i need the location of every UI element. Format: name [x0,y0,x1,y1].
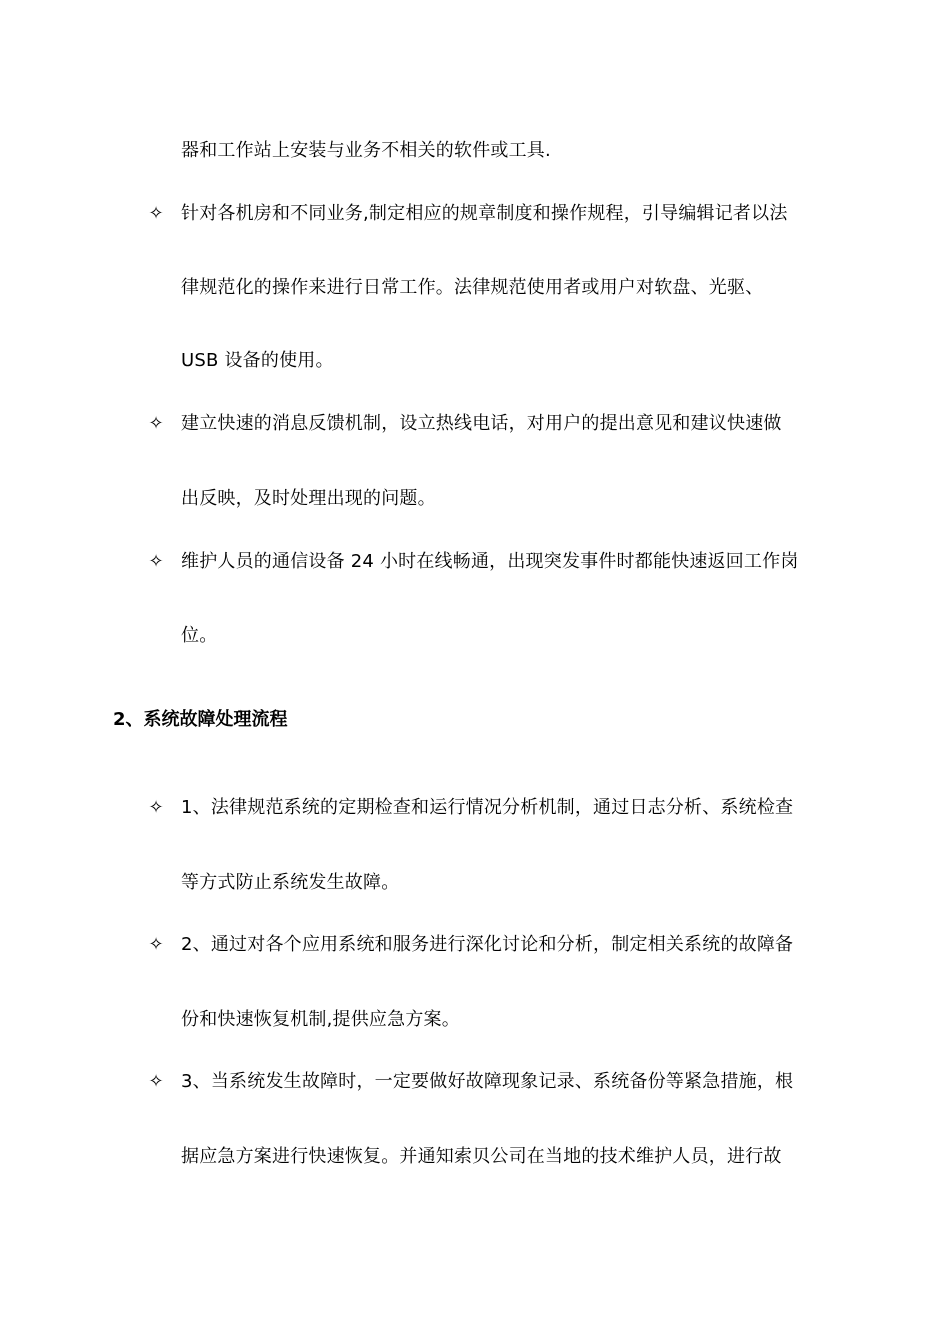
bullet-icon: ✧ [148,934,164,955]
bullet-icon: ✧ [148,551,164,572]
text-line: 律规范化的操作来进行日常工作。法律规范使用者或用户对软盘、光驱、 [181,277,764,298]
bullet-icon: ✧ [148,413,164,434]
text-line: 位。 [181,625,218,646]
text-line: 份和快速恢复机制,提供应急方案。 [181,1009,460,1030]
text-line: 针对各机房和不同业务,制定相应的规章制度和操作规程，引导编辑记者以法 [181,203,788,224]
bullet-icon: ✧ [148,797,164,818]
text-line: 等方式防止系统发生故障。 [181,872,400,893]
bullet-icon: ✧ [148,1071,164,1092]
text-line: 建立快速的消息反馈机制，设立热线电话，对用户的提出意见和建议快速做 [181,413,782,434]
bullet-icon: ✧ [148,203,164,224]
text-line: 2、通过对各个应用系统和服务进行深化讨论和分析，制定相关系统的故障备 [181,934,794,955]
text-line: 维护人员的通信设备 24 小时在线畅通，出现突发事件时都能快速返回工作岗 [181,551,799,572]
section-heading: 2、系统故障处理流程 [113,709,288,730]
text-line: 3、当系统发生故障时，一定要做好故障现象记录、系统备份等紧急措施，根 [181,1071,794,1092]
text-line: 据应急方案进行快速恢复。并通知索贝公司在当地的技术维护人员，进行故 [181,1146,782,1167]
text-line: 1、法律规范系统的定期检查和运行情况分析机制，通过日志分析、系统检查 [181,797,794,818]
text-line: USB 设备的使用。 [181,350,334,371]
text-line: 出反映，及时处理出现的问题。 [181,488,436,509]
text-line: 器和工作站上安装与业务不相关的软件或工具. [181,140,551,161]
